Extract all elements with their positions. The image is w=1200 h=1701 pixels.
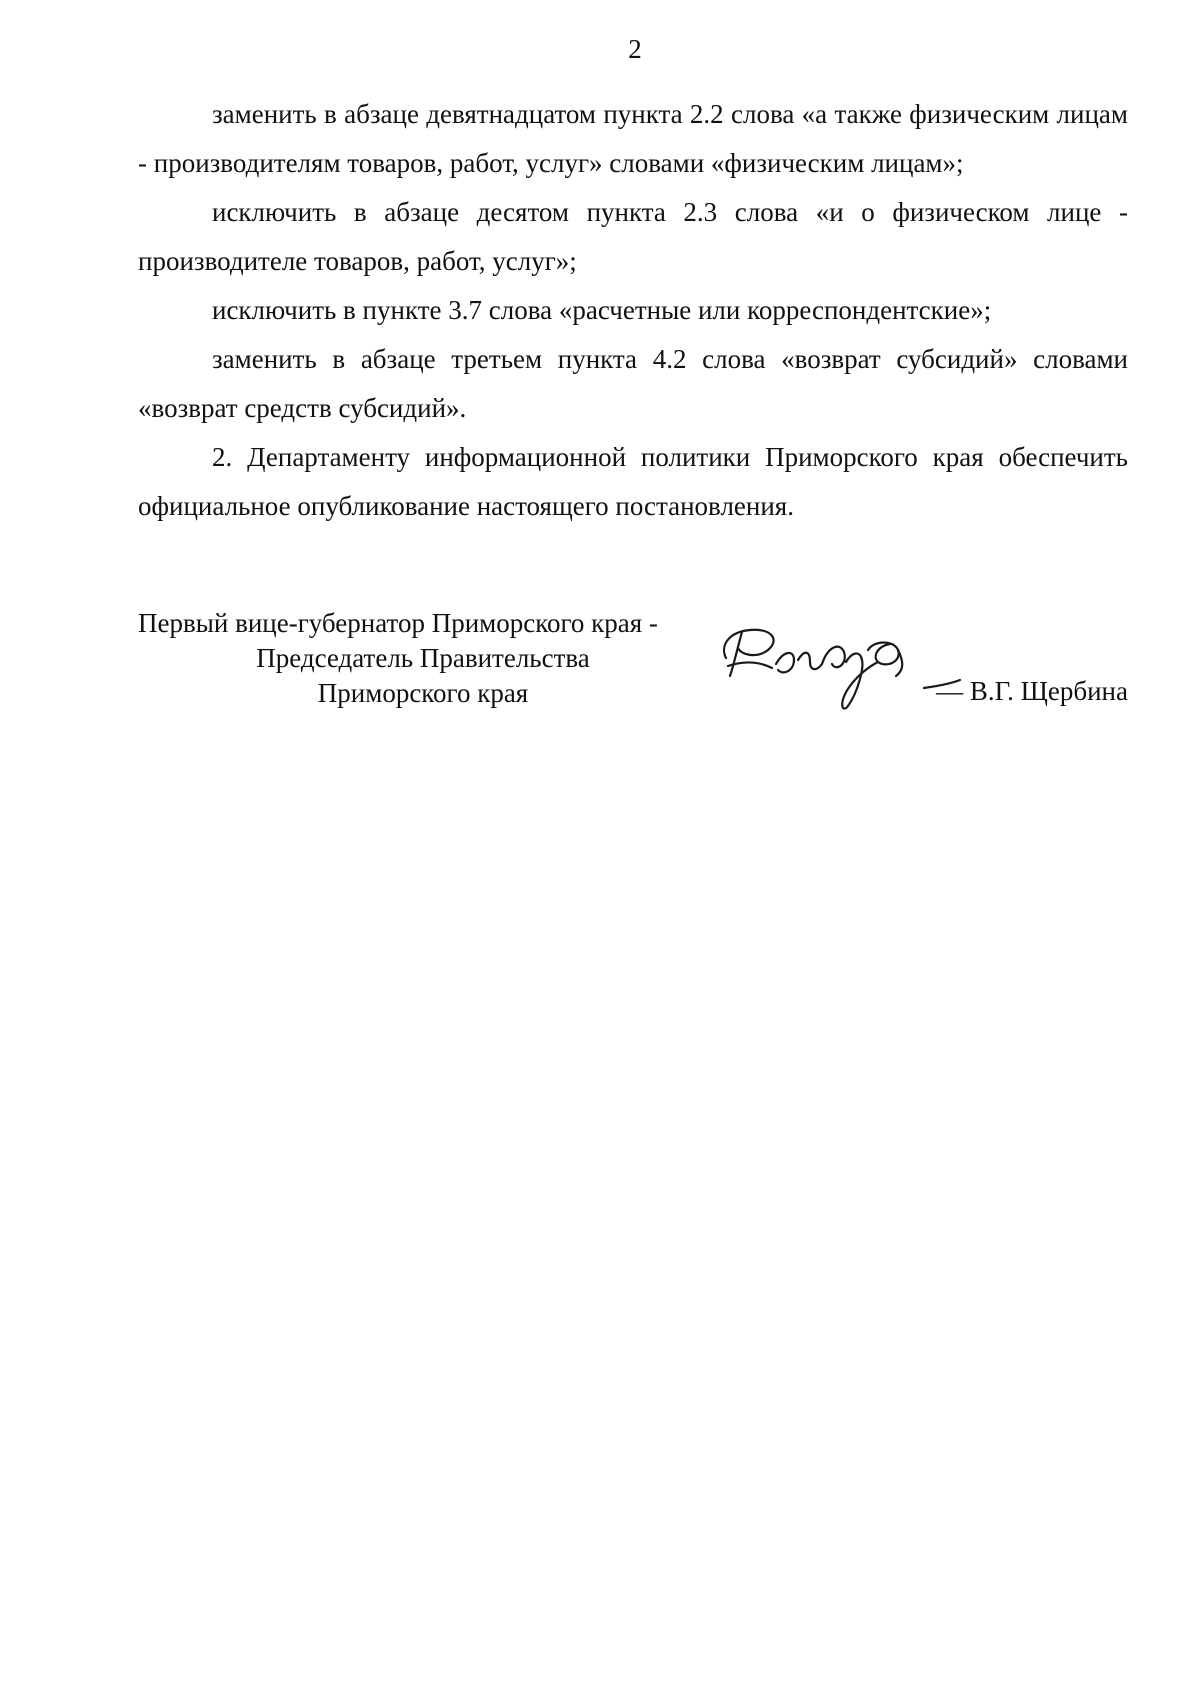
- signature-block: [138, 606, 1128, 716]
- paragraph-1: заменить в абзаце девятнадцатом пункта 2.2 слова «а также физическим лицам - производителям товаров, работ, услуг» словами «физическим лицам»;: [138, 99, 1128, 178]
- page-number: 2: [628, 34, 642, 64]
- paragraph-5: 2. Департаменту информационной политики Приморского края обеспечить официальное опубликование настоящего постановления.: [138, 442, 1128, 521]
- paragraph-3: исключить в пункте 3.7 слова «расчетные или корреспондентские»;: [212, 295, 992, 325]
- paragraph-4: заменить в абзаце третьем пункта 4.2 слова «возврат субсидий» словами «возврат средств субсидий».: [138, 344, 1128, 423]
- document-body: [138, 90, 1128, 531]
- signer-name: — В.Г. Щербина: [936, 676, 1128, 706]
- position-title-line-1: Первый вице-губернатор Приморского края -: [138, 608, 658, 638]
- paragraph-2: исключить в абзаце десятом пункта 2.3 слова «и о физическом лице - производителе товаров, работ, услуг»;: [138, 197, 1128, 276]
- position-title-line-3: Приморского края: [317, 678, 529, 708]
- position-title-line-2: Председатель Правительства: [256, 643, 590, 673]
- signer-position-title: [138, 606, 718, 711]
